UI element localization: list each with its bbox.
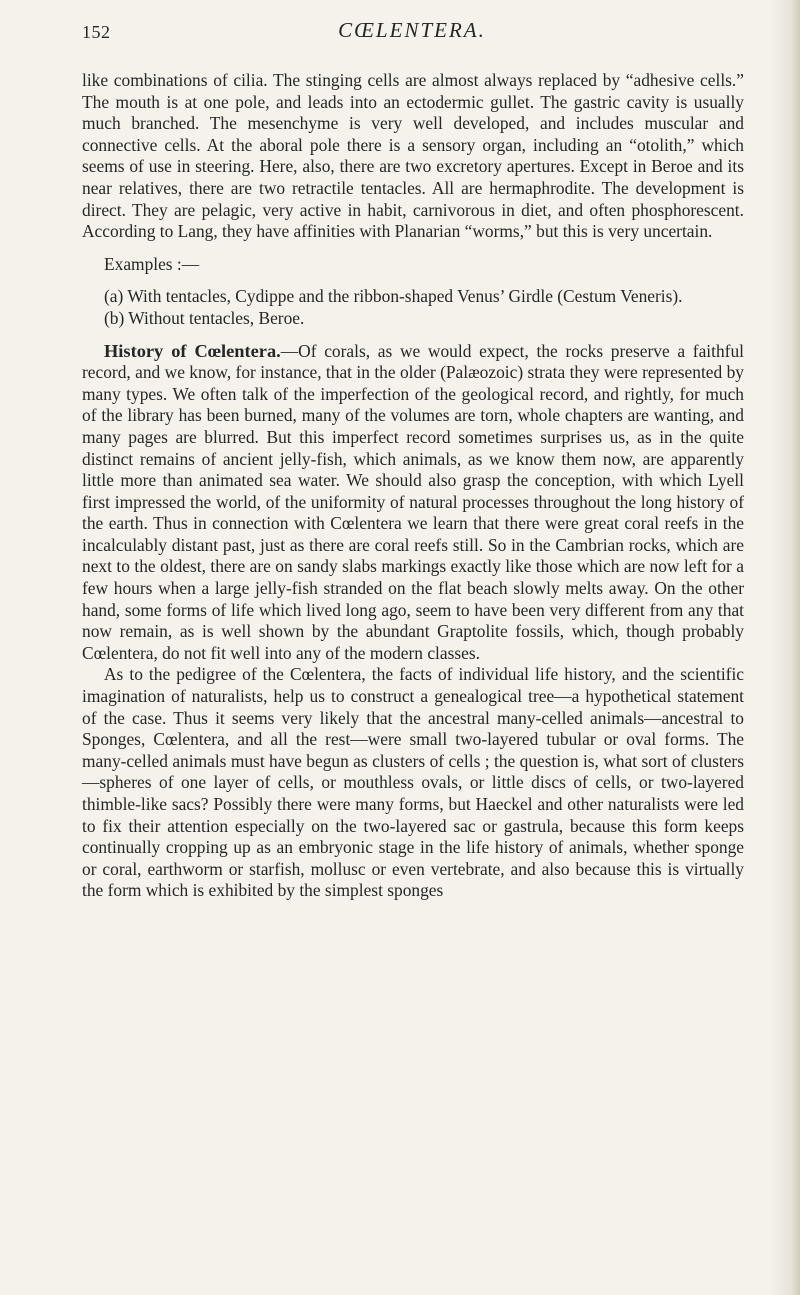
paragraph-ctenophora-description: like combinations of cilia. The stinging cells are almost always replaced by “adhesive cells.” The mouth is at one pole, and leads into an ectodermic gullet. The gastric cavity is usually much branched. The mesenchyme is very well developed, and includes muscular and connective cells. At the aboral pole there is a sensory organ, including an “otolith,” which seems of use in steering. Here, also, there are two excretory apertures. Except in Beroe and its near relatives, there are two retractile tentacles. All are hermaphrodite. The development is direct. They are pelagic, very active in habit, carnivorous in diet, and often phosphorescent. According to Lang, they have affinities with Planarian “worms,” but this is very uncertain. xyxy=(82,70,744,242)
example-a: (a) With tentacles, Cydippe and the ribbon-shaped Venus’ Girdle (Cestum Veneris). xyxy=(104,286,683,307)
examples-label: Examples :— xyxy=(104,253,200,274)
example-b: (b) Without tentacles, Beroe. xyxy=(104,307,305,328)
page-number: 152 xyxy=(82,22,111,42)
history-body: —Of corals, as we would expect, the rocks preserve a faithful record, and we know, for instance, that in the older (Palæozoic) strata they were represented by many types. We often talk of the imperfection of the geological record, and rightly, for much of the library has been burned, many of the volumes are torn, whole chapters are wanting, and many pages are blurred. But this imperfect record sometimes surprises us, as in the quite distinct remains of ancient jelly-fish, which animals, as we know them now, are apparently little more than animated sea water. We should also grasp the conception, with which Lyell first impressed the world, of the uniformity of natural processes throughout the long history of the earth. Thus in connection with Cœlentera we learn that there were great coral reefs in the incalculably distant past, just as there are coral reefs still. So in the Cambrian rocks, which are next to the oldest, there are on sandy slabs markings exactly like those which are now left for a few hours when a large jelly-fish stranded on the flat beach slowly melts away. On the other hand, some forms of life which lived long ago, seem to have been very different from any that now remain, as is well shown by the abundant Graptolite fossils, which, though probably Cœlentera, do not fit well into any of the modern classes. xyxy=(82,340,744,663)
running-title: CŒLENTERA. xyxy=(338,18,486,42)
page-edge-shadow xyxy=(770,0,800,1295)
body-text xyxy=(82,70,744,902)
history-paragraph xyxy=(82,341,744,665)
page-header xyxy=(82,14,742,44)
history-heading: History of Cœlentera. xyxy=(104,340,281,361)
paragraph-pedigree: As to the pedigree of the Cœlentera, the facts of individual life history, and the scientific imagination of naturalists, help us to construct a genealogical tree—a hypothetical statement of the case. Thus it seems very likely that the ancestral many-celled animals—ancestral to Sponges, Cœlentera, and all the rest—were small two-layered tubular or oval forms. The many-celled animals must have begun as clusters of cells ; the question is, what sort of clusters—spheres of one layer of cells, or mouthless ovals, or little discs of cells, or two-layered thimble-like sacs? Possibly there were many forms, but Haeckel and other naturalists were led to fix their attention especially on the two-layered sac or gastrula, because this form keeps continually cropping up as an embryonic stage in the life history of animals, whether sponge or coral, earthworm or starfish, mollusc or even vertebrate, and also because this is virtually the form which is exhibited by the simplest sponges xyxy=(82,664,744,901)
